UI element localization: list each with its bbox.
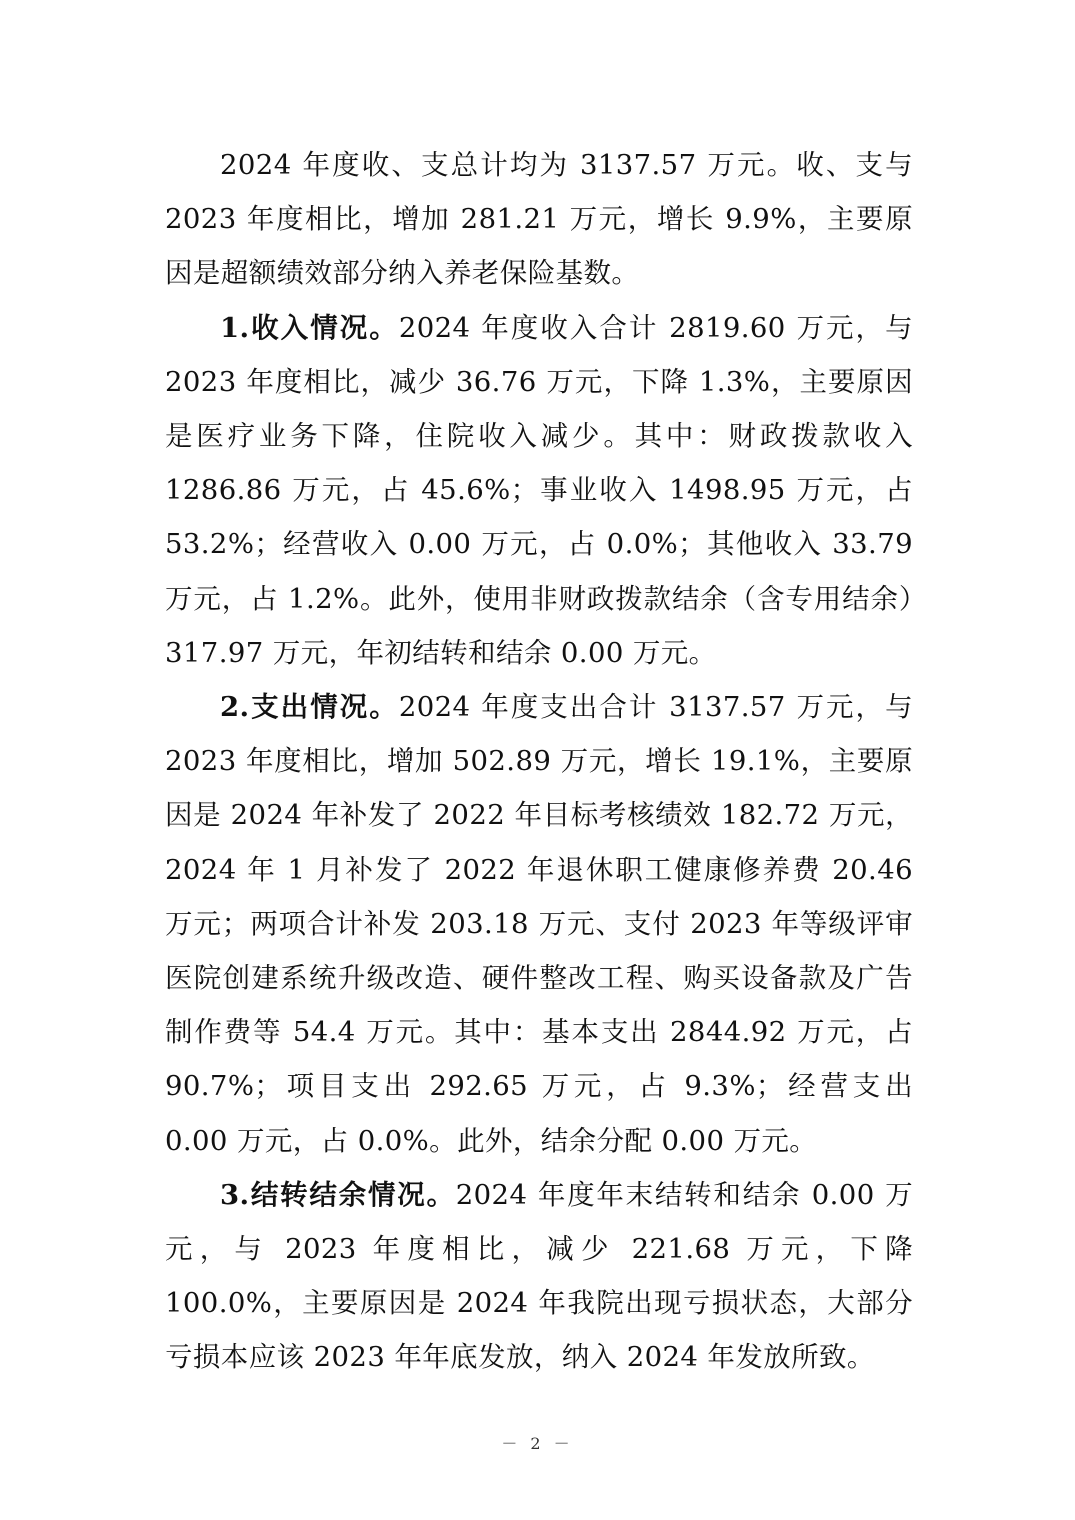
paragraph-heading-expenditure: 2.支出情况。 xyxy=(220,691,399,724)
paragraph-income xyxy=(165,301,913,680)
paragraph-text-income: 2024 年度收入合计 2819.60 万元，与 2023 年度相比，减少 36.76 万元，下降 1.3%，主要原因是医疗业务下降，住院收入减少。其中：财政拨款收入 1286.86 万元，占 45.6%；事业收入 1498.95 万元，占 53.2%；经营收入 0.00 万元，占 0.0%；其他收入 33.79 万元，占 1.2%。此外，使用非财政拨款结余（含专用结余）317.97 万元，年初结转和结余 0.00 万元。 xyxy=(165,311,913,669)
paragraph-text-carryover: 2024 年度年末结转和结余 0.00 万元，与 2023 年度相比，减少 221.68 万元，下降 100.0%，主要原因是 2024 年我院出现亏损状态，大部分亏损本应该 2023 年年底发放，纳入 2024 年发放所致。 xyxy=(165,1178,913,1374)
paragraph-text: 2024 年度收、支总计均为 3137.57 万元。收、支与 2023 年度相比，增加 281.21 万元，增长 9.9%，主要原因是超额绩效部分纳入养老保险基数。 xyxy=(165,149,913,290)
paragraph-summary xyxy=(165,138,913,301)
paragraph-heading-income: 1.收入情况。 xyxy=(220,311,399,344)
paragraph-carryover xyxy=(165,1168,913,1385)
paragraph-expenditure xyxy=(165,680,913,1168)
paragraph-heading-carryover: 3.结转结余情况。 xyxy=(220,1178,456,1211)
document-body xyxy=(165,138,913,1385)
paragraph-text-expenditure: 2024 年度支出合计 3137.57 万元，与 2023 年度相比，增加 502.89 万元，增长 19.1%，主要原因是 2024 年补发了 2022 年目标考核绩效 182.72 万元，2024 年 1 月补发了 2022 年退休职工健康修养费 20.46 万元；两项合计补发 203.18 万元、支付 2023 年等级评审医院创建系统升级改造、硬件整改工程、购买设备款及广告制作费等 54.4 万元。其中：基本支出 2844.92 万元，占 90.7%；项目支出 292.65 万元，占 9.3%；经营支出 0.00 万元，占 0.0%。此外，结余分配 0.00 万元。 xyxy=(165,691,913,1157)
page-number: － 2 － xyxy=(501,1434,574,1453)
